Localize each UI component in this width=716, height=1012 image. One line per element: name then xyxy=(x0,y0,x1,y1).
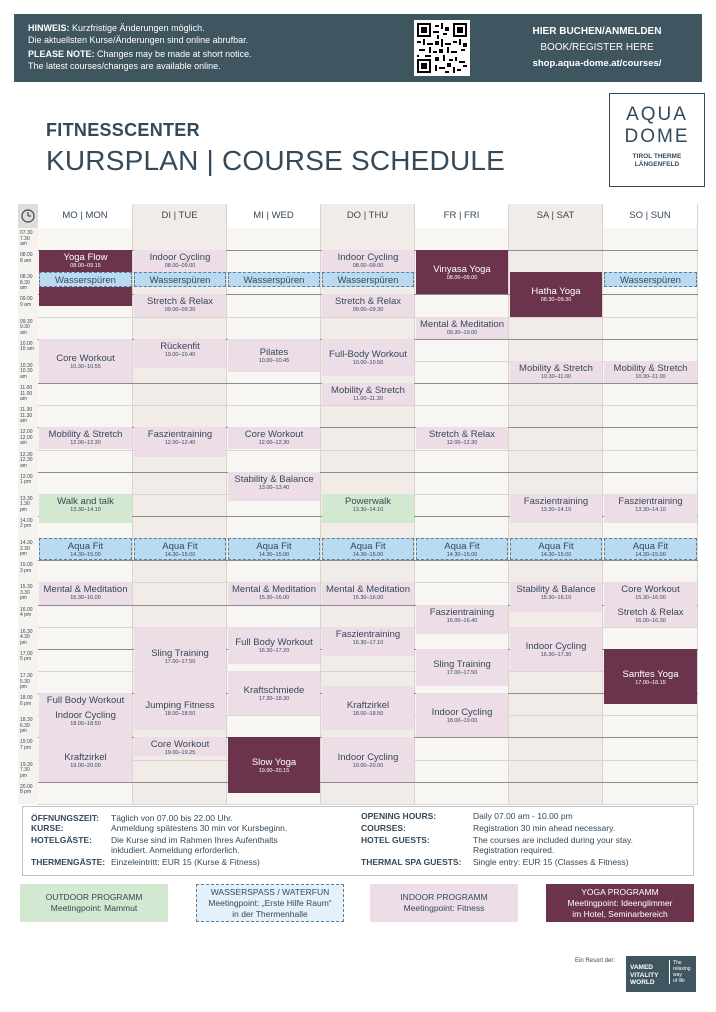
course-title: Core Workout xyxy=(150,739,210,751)
course-title: Slow Yoga xyxy=(251,757,297,769)
course-time: 15.30–16.00 xyxy=(635,595,666,602)
course-title: Sanftes Yoga xyxy=(622,668,679,680)
day-header-7: SO | SUN xyxy=(603,204,698,228)
course-time: 08.00–09.15 xyxy=(70,263,101,270)
time-gridline xyxy=(38,472,698,473)
course-event[interactable] xyxy=(228,472,320,502)
legend-water-meeting: Meetingpoint: „Erste Hilfe Raum“ xyxy=(208,897,332,908)
time-label: 12.30 12.30 am xyxy=(20,451,33,469)
course-event[interactable] xyxy=(416,693,508,737)
logo-line-1: AQUA xyxy=(626,104,688,125)
course-title: Aqua Fit xyxy=(538,541,574,553)
course-event[interactable] xyxy=(39,582,132,604)
course-time: 13.30–14.10 xyxy=(635,506,666,513)
course-time: 08.30–09.30 xyxy=(540,297,572,304)
course-title: Stability & Balance xyxy=(516,584,596,596)
course-event[interactable] xyxy=(416,250,508,294)
course-title: Faszientraining xyxy=(335,628,401,640)
day-header-1: MO | MON xyxy=(38,204,133,228)
course-time: 14.30–15.00 xyxy=(635,552,666,559)
spa-value-en: Single entry: EUR 15 (Classes & Fitness) xyxy=(473,857,629,867)
course-event[interactable] xyxy=(134,427,226,457)
course-event[interactable] xyxy=(510,361,602,383)
legend-indoor-meeting: Meetingpoint: Fitness xyxy=(403,903,485,913)
course-time: 14.30–15.00 xyxy=(446,552,478,559)
course-event[interactable] xyxy=(322,339,414,376)
course-title: Wasserspüren xyxy=(243,275,305,287)
course-title: Aqua Fit xyxy=(444,541,480,553)
course-title: Indoor Cycling xyxy=(55,709,116,721)
vamed-tag-4: of life xyxy=(673,978,685,984)
course-event[interactable] xyxy=(228,272,320,287)
course-title: Walk and talk xyxy=(57,495,114,507)
course-time: 14.30–15.00 xyxy=(70,552,101,559)
course-event[interactable] xyxy=(39,427,132,449)
course-time: 16.30–17.10 xyxy=(352,639,384,646)
course-time: 13.30–14.10 xyxy=(540,506,572,513)
course-time: 16.30–17.20 xyxy=(258,648,290,655)
course-title: Core Workout xyxy=(621,584,680,596)
course-title: Aqua Fit xyxy=(67,541,104,553)
course-event[interactable] xyxy=(416,649,508,686)
course-event[interactable] xyxy=(39,272,132,287)
legend-outdoor xyxy=(20,884,168,922)
course-event[interactable] xyxy=(322,582,414,604)
courses-label-de: KURSE: xyxy=(31,823,64,833)
legend-indoor xyxy=(370,884,518,922)
course-time: 10.00–10.45 xyxy=(258,358,290,365)
course-title: Mobility & Stretch xyxy=(331,385,405,397)
course-time: 17.30–18.30 xyxy=(258,696,290,703)
legend-outdoor-title: OUTDOOR PROGRAMM xyxy=(45,892,143,902)
course-event[interactable] xyxy=(416,317,508,339)
note-label: PLEASE NOTE: xyxy=(28,49,95,59)
vamed-tag-3: way xyxy=(673,972,682,978)
course-title: Hatha Yoga xyxy=(531,286,581,298)
time-label: 09.30 9.30 am xyxy=(20,318,33,336)
course-time: 13.30–14.10 xyxy=(70,506,101,513)
page-title: KURSPLAN | COURSE SCHEDULE xyxy=(46,145,506,176)
booking-info xyxy=(502,24,692,72)
course-title: Rückenfit xyxy=(160,340,200,352)
course-time: 12.00–12.40 xyxy=(164,440,196,447)
spa-label-de: THERMENGÄSTE: xyxy=(31,857,106,867)
course-time: 19.00–20.00 xyxy=(352,762,384,769)
time-label: 15.30 3.30 pm xyxy=(20,584,33,602)
course-time: 15.30–16.00 xyxy=(70,595,101,602)
course-title: Mental & Meditation xyxy=(232,584,316,596)
course-event[interactable] xyxy=(416,427,508,449)
course-event[interactable] xyxy=(228,627,320,664)
time-label: 18.30 6.30 pm xyxy=(20,717,33,735)
course-event[interactable] xyxy=(134,250,226,272)
course-time: 10.00–10.40 xyxy=(164,351,196,358)
course-title: Vinyasa Yoga xyxy=(433,264,491,276)
booking-link[interactable]: shop.aqua-dome.at/courses/ xyxy=(532,58,662,69)
day-header-4: DO | THU xyxy=(321,204,415,228)
course-time: 12.00–12.30 xyxy=(446,440,478,447)
course-event[interactable] xyxy=(604,605,697,627)
course-event[interactable] xyxy=(134,272,226,287)
course-title: Mental & Meditation xyxy=(420,318,504,330)
course-title: Core Workout xyxy=(56,352,115,364)
course-title: Wasserspüren xyxy=(620,275,681,287)
vamed-line-1: VAMED xyxy=(630,964,653,971)
course-time: 09.30–10.00 xyxy=(446,329,478,336)
course-title: Mental & Meditation xyxy=(326,584,410,596)
course-time: 16.30–17.30 xyxy=(540,651,572,658)
course-time: 17.00–18.15 xyxy=(635,679,666,686)
course-event[interactable] xyxy=(228,427,320,449)
course-event[interactable] xyxy=(416,538,508,560)
course-title: Mobility & Stretch xyxy=(519,362,593,374)
legend-indoor-title: INDOOR PROGRAMM xyxy=(400,892,488,902)
course-time: 15.30–16.10 xyxy=(540,595,572,602)
course-time: 10.00–10.50 xyxy=(352,360,384,367)
vamed-line-3: WORLD xyxy=(630,979,655,986)
time-label: 07.30 7.30 am xyxy=(20,230,33,247)
course-event[interactable] xyxy=(604,649,697,704)
course-time: 08.00–09.00 xyxy=(164,263,196,270)
aqua-dome-logo xyxy=(609,93,705,187)
course-time: 18.00–18.50 xyxy=(70,720,101,727)
opening-label-de: ÖFFNUNGSZEIT: xyxy=(31,813,99,823)
course-title: Wasserspüren xyxy=(55,275,116,287)
course-title: Powerwalk xyxy=(345,495,391,507)
time-label: 09.00 9 am xyxy=(20,296,33,308)
course-title: Stretch & Relax xyxy=(147,296,213,308)
day-header-2: DI | TUE xyxy=(133,204,227,228)
course-event[interactable] xyxy=(510,538,602,560)
logo-line-4: LÄNGENFELD xyxy=(634,161,680,168)
courses-value-en: Registration 30 min ahead necessary. xyxy=(473,823,616,833)
course-event[interactable] xyxy=(228,339,320,372)
schedule-grid xyxy=(18,204,698,804)
legend-water-title: WASSERSPASS / WATERFUN xyxy=(210,886,330,897)
course-time: 14.30–15.00 xyxy=(352,552,384,559)
course-title: Aqua Fit xyxy=(162,541,198,553)
time-gridline xyxy=(38,317,698,318)
notice-label: HINWEIS: xyxy=(28,23,70,33)
course-time: 18.00–18.50 xyxy=(164,710,196,717)
course-event[interactable] xyxy=(510,272,602,316)
course-title: Indoor Cycling xyxy=(149,252,211,264)
course-title: Aqua Fit xyxy=(350,541,386,553)
resort-label: Ein Resort der: xyxy=(575,958,616,964)
course-time: 18.00–19.00 xyxy=(446,718,478,725)
time-gridline xyxy=(38,782,698,783)
course-time: 13.00–13.40 xyxy=(258,484,290,491)
course-time: 12.00–12.30 xyxy=(70,440,101,447)
course-event[interactable] xyxy=(322,686,414,730)
note-text: Changes may be made at short notice. xyxy=(97,49,252,59)
legend-water xyxy=(196,884,344,922)
course-title: Full Body Workout xyxy=(235,637,313,649)
course-title: Core Workout xyxy=(244,429,304,441)
time-label: 20.00 8 pm xyxy=(20,783,33,796)
time-label: 08.00 8 am xyxy=(20,252,33,264)
hotel-value-en-2: Registration required. xyxy=(473,845,555,855)
course-event[interactable] xyxy=(228,538,320,560)
legend-yoga-meeting-2: im Hotel, Seminarbereich xyxy=(572,908,668,919)
course-event[interactable] xyxy=(416,605,508,635)
course-time: 18.00–18.50 xyxy=(352,710,384,717)
course-event[interactable] xyxy=(604,582,697,604)
course-event[interactable] xyxy=(39,494,132,524)
course-event[interactable] xyxy=(134,538,226,560)
course-time: 16.00–16.30 xyxy=(635,617,666,624)
time-label: 18.00 6 pm xyxy=(20,695,33,707)
vamed-tag-1: The xyxy=(673,960,682,966)
notice-text-2: Die aktuellsten Kurse/Änderungen sind online abrufbar. xyxy=(28,34,249,45)
course-time: 14.30–15.00 xyxy=(540,552,572,559)
time-label: 16.30 4.30 pm xyxy=(20,628,33,646)
course-title: Mobility & Stretch xyxy=(613,362,688,374)
banner-notes xyxy=(28,23,252,75)
course-event[interactable] xyxy=(322,294,414,316)
courses-label-en: COURSES: xyxy=(361,823,406,833)
time-label: 14.30 2.30 pm xyxy=(20,540,33,558)
course-time: 09.00–09.30 xyxy=(352,307,384,314)
time-label: 10.30 10.30 am xyxy=(20,362,33,380)
course-time: 19.00–19.25 xyxy=(164,750,196,756)
course-event[interactable] xyxy=(39,287,132,305)
courses-value-de: Anmeldung spätestens 30 min vor Kursbeginn. xyxy=(111,823,288,833)
course-event[interactable] xyxy=(228,737,320,792)
time-label: 10.00 10 am xyxy=(20,340,34,353)
time-label: 11.00 11.00 am xyxy=(20,385,33,403)
opening-value-en: Daily 07.00 am - 10.00 pm xyxy=(473,811,573,821)
course-title: Mental & Meditation xyxy=(43,584,128,596)
opening-label-en: OPENING HOURS: xyxy=(361,811,437,821)
legend-water-meeting-2: in der Thermenhalle xyxy=(232,908,308,919)
time-label: 15.00 3 pm xyxy=(20,562,33,574)
legend-outdoor-meeting: Meetingpoint: Mammut xyxy=(50,903,138,913)
course-event[interactable] xyxy=(134,339,226,369)
course-title: Full-Body Workout xyxy=(329,349,407,361)
spa-label-en: THERMAL SPA GUESTS: xyxy=(361,857,462,867)
logo-line-3: TIROL THERME xyxy=(632,153,682,160)
course-title: Kraftzirkel xyxy=(346,699,390,711)
time-label: 19.30 7.30 pm xyxy=(20,761,33,779)
hotel-value-de: Die Kurse sind im Rahmen Ihres Aufenthalts xyxy=(111,835,278,845)
course-time: 19.00–20.00 xyxy=(70,762,101,769)
course-event[interactable] xyxy=(322,383,414,405)
course-event[interactable] xyxy=(322,737,414,781)
time-label: 19.00 7 pm xyxy=(20,739,33,751)
course-event[interactable] xyxy=(134,627,226,686)
course-event[interactable] xyxy=(134,737,226,755)
time-label: 13.30 1.30 pm xyxy=(20,495,33,513)
course-title: Sling Training xyxy=(433,659,491,671)
course-event[interactable] xyxy=(228,582,320,604)
course-event[interactable] xyxy=(604,272,697,287)
course-title: Faszientraining xyxy=(523,495,589,507)
course-event[interactable] xyxy=(322,250,414,272)
course-event[interactable] xyxy=(39,693,132,708)
course-event[interactable] xyxy=(322,538,414,560)
course-title: Indoor Cycling xyxy=(337,252,399,264)
course-title: Wasserspüren xyxy=(149,275,211,287)
course-title: Faszientraining xyxy=(147,429,213,441)
hotel-label-de: HOTELGÄSTE: xyxy=(31,835,92,845)
time-label: 17.30 5.30 pm xyxy=(20,673,33,690)
course-event[interactable] xyxy=(39,538,132,560)
course-title: Faszientraining xyxy=(618,495,683,507)
course-event[interactable] xyxy=(39,339,132,383)
course-event[interactable] xyxy=(228,671,320,715)
course-title: Indoor Cycling xyxy=(337,751,399,763)
course-event[interactable] xyxy=(39,250,132,272)
course-title: Stability & Balance xyxy=(234,473,314,485)
qr-code-icon[interactable] xyxy=(414,20,470,76)
course-title: Stretch & Relax xyxy=(335,296,401,308)
course-event[interactable] xyxy=(322,494,414,524)
course-title: Kraftzirkel xyxy=(64,751,107,763)
time-gridline xyxy=(38,405,698,406)
course-title: Stretch & Relax xyxy=(429,429,495,441)
time-gridline xyxy=(38,804,698,805)
course-time: 17.00–17.50 xyxy=(446,670,478,677)
course-time: 11.00–11.30 xyxy=(353,396,383,403)
course-title: Jumping Fitness xyxy=(145,699,215,711)
course-title: Aqua Fit xyxy=(632,541,669,553)
course-title: Kraftschmiede xyxy=(243,685,305,697)
course-event[interactable] xyxy=(604,361,697,383)
course-event[interactable] xyxy=(322,627,414,657)
info-box xyxy=(22,806,694,876)
course-event[interactable] xyxy=(134,294,226,316)
hotel-label-en: HOTEL GUESTS: xyxy=(361,835,430,845)
time-label: 16.00 4 pm xyxy=(20,606,33,619)
legend-yoga-meeting: Meetingpoint: Ideenglimmer xyxy=(567,897,673,908)
legend-yoga xyxy=(546,884,694,922)
course-event[interactable] xyxy=(604,494,697,524)
time-label: 13.00 1 pm xyxy=(20,473,33,486)
legend-yoga-title: YOGA PROGRAMM xyxy=(581,886,659,897)
course-title: Wasserspüren xyxy=(337,275,399,287)
time-label: 11.30 11.30 am xyxy=(20,407,33,425)
logo-line-2: DOME xyxy=(624,126,690,147)
clock-icon xyxy=(18,204,38,228)
course-title: Stretch & Relax xyxy=(617,606,684,618)
course-event[interactable] xyxy=(39,737,132,781)
course-event[interactable] xyxy=(510,494,602,524)
course-event[interactable] xyxy=(604,538,697,560)
hotel-value-en: The courses are included during your stay. xyxy=(473,835,634,845)
book-label-de: HIER BUCHEN/ANMELDEN xyxy=(532,26,662,37)
opening-value-de: Täglich von 07.00 bis 22.00 Uhr. xyxy=(111,813,233,823)
vamed-line-2: VITALITY xyxy=(630,971,659,979)
vamed-logo xyxy=(626,956,696,992)
course-time: 15.30–16.00 xyxy=(352,595,384,602)
course-time: 08.00–09.00 xyxy=(352,263,384,270)
course-time: 12.00–12.30 xyxy=(258,440,290,447)
time-gridline xyxy=(38,560,698,561)
course-event[interactable] xyxy=(322,272,414,287)
course-time: 10.30–11.00 xyxy=(540,373,572,380)
course-title: Faszientraining xyxy=(429,606,495,618)
course-event[interactable] xyxy=(510,627,602,671)
course-time: 17.00–17.50 xyxy=(164,659,196,666)
course-title: Indoor Cycling xyxy=(525,640,587,652)
course-title: Pilates xyxy=(259,347,289,359)
note-text-2: The latest courses/changes are available online. xyxy=(28,60,221,71)
time-label: 08.30 8.30 am xyxy=(20,274,33,292)
course-time: 16.00–16.40 xyxy=(446,617,478,624)
course-time: 14.30–15.00 xyxy=(258,552,290,559)
course-title: Mobility & Stretch xyxy=(48,429,123,441)
course-title: Yoga Flow xyxy=(63,252,108,264)
course-title: Full Body Workout xyxy=(46,695,125,707)
spa-value-de: Einzeleintritt: EUR 15 (Kurse & Fitness) xyxy=(111,857,260,867)
time-label: 14.00 2 pm xyxy=(20,517,33,530)
book-label-en: BOOK/REGISTER HERE xyxy=(540,42,654,53)
course-time: 10.30–10.55 xyxy=(70,363,101,370)
course-event[interactable] xyxy=(39,708,132,738)
course-title: Sling Training xyxy=(151,648,209,660)
time-label: 12.00 12.00 am xyxy=(20,429,33,447)
vamed-tag-2: relaxing xyxy=(673,966,691,972)
course-time: 13.30–14.10 xyxy=(352,506,384,513)
course-time: 10.30–11.00 xyxy=(635,373,666,380)
course-event[interactable] xyxy=(134,686,226,730)
course-time: 15.30–16.00 xyxy=(258,595,290,602)
course-time: 19.00–20.15 xyxy=(258,768,290,775)
top-banner xyxy=(14,14,702,82)
course-title: Aqua Fit xyxy=(256,541,292,553)
notice-text: Kurzfristige Änderungen möglich. xyxy=(72,23,205,33)
course-title: Indoor Cycling xyxy=(431,707,493,719)
course-time: 09.00–09.30 xyxy=(164,307,196,314)
day-header-5: FR | FRI xyxy=(415,204,509,228)
course-time: 14.30–15.00 xyxy=(164,552,196,559)
course-event[interactable] xyxy=(510,582,602,612)
hotel-value-de-2: inkludiert. Anmeldung erforderlich. xyxy=(111,845,240,855)
page-subtitle: FITNESSCENTER xyxy=(46,120,200,140)
time-label: 17.00 5 pm xyxy=(20,650,33,663)
course-time: 08.00–09.00 xyxy=(446,275,478,282)
day-header-3: MI | WED xyxy=(227,204,321,228)
day-header-6: SA | SAT xyxy=(509,204,603,228)
